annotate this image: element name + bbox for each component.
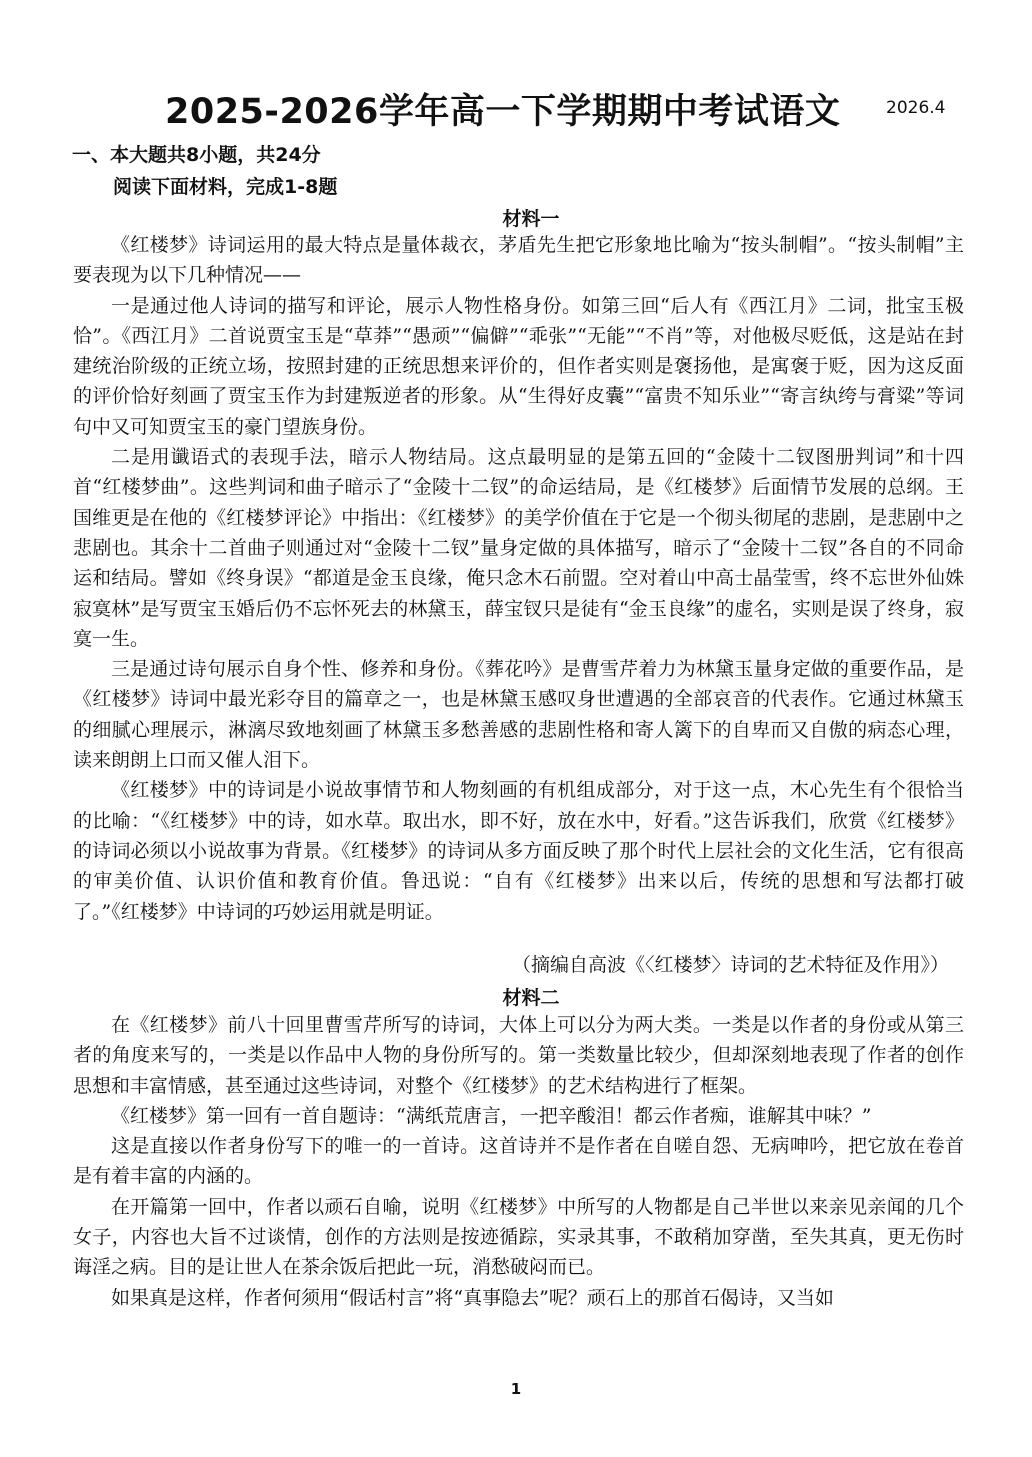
paragraph: 在开篇第一回中，作者以顽石自喻，说明《红楼梦》中所写的人物都是自己半世以来亲见亲闻的几个女子，内容也大旨不过谈情，创作的方法则是按迹循踪，实录其事，不敢稍加穿凿，至失其真，更无伤时诲淫之病。目的是让世人在茶余饭后把此一玩，消愁破闷而已。 [73, 1195, 964, 1279]
material-1-source: （摘编自高波《〈红楼梦〉诗词的艺术特征及作用》） [511, 954, 949, 976]
material-1-body [73, 230, 964, 927]
paragraph: 在《红楼梦》前八十回里曹雪芹所写的诗词，大体上可以分为两大类。一类是以作者的身份或从第三者的角度来写的，一类是以作品中人物的身份所写的。第一类数量比较少，但却深刻地表现了作者的创作思想和丰富情感，甚至通过这些诗词，对整个《红楼梦》的艺术结构进行了框架。 [73, 1014, 964, 1097]
paragraph: 这是直接以作者身份写下的唯一的一首诗。这首诗并不是作者在自嗟自怨、无病呻吟，把它放在卷首是有着丰富的内涵的。 [73, 1135, 964, 1188]
paragraph: 《红楼梦》第一回有一首自题诗：“满纸荒唐言，一把辛酸泪！都云作者痴，谁解其中味？” [111, 1104, 872, 1127]
header [0, 84, 1032, 134]
exam-date: 2026.4 [886, 98, 946, 118]
page-number: 1 [510, 1380, 522, 1398]
material-2-body [73, 1010, 964, 1313]
material-2-heading: 材料二 [502, 987, 560, 1009]
section-heading: 一、本大题共8小题，共24分 [72, 144, 321, 166]
material-1-heading: 材料一 [502, 208, 560, 230]
paragraph: 《红楼梦》诗词运用的最大特点是量体裁衣，茅盾先生把它形象地比喻为“按头制帽”。“按头制帽”主要表现为以下几种情况—— [73, 234, 964, 287]
paragraph: 三是通过诗句展示自身个性、修养和身份。《葬花吟》是曹雪芹着力为林黛玉量身定做的重要作品，是《红楼梦》诗词中最光彩夺目的篇章之一，也是林黛玉感叹身世遭遇的全部哀音的代表作。它通过林黛玉的细腻心理展示，淋漓尽致地刻画了林黛玉多愁善感的悲剧性格和寄人篱下的自卑而又自傲的病态心理，读来朗朗上口而又催人泪下。 [73, 658, 964, 772]
paragraph: 一是通过他人诗词的描写和评论，展示人物性格身份。如第三回“后人有《西江月》二词，批宝玉极恰”。《西江月》二首说贾宝玉是“草莽”“愚顽”“偏僻”“乖张”“无能”“不肖”等，对他极尽贬低，这是站在封建统治阶级的正统立场，按照封建的正统思想来评价的，但作者实则是褒扬他，是寓褒于贬，因为这反面的评价恰好刻画了贾宝玉作为封建叛逆者的形象。从“生得好皮囊”“富贵不知乐业”“寄言纨绔与膏粱”等词句中又可知贾宝玉的豪门望族身份。 [73, 294, 964, 438]
exam-title: 2025-2026学年高一下学期期中考试语文 [165, 92, 841, 132]
paragraph: 如果真是这样，作者何须用“假话村言”将“真事隐去”呢？顽石上的那首石偈诗，又当如 [111, 1286, 834, 1309]
paragraph: 《红楼梦》中的诗词是小说故事情节和人物刻画的有机组成部分，对于这一点，木心先生有个很恰当的比喻：“《红楼梦》中的诗，如水草。取出水，即不好，放在水中，好看。”这告诉我们，欣赏《红楼梦》的诗词必须以小说故事为背景。《红楼梦》的诗词从多方面反映了那个时代上层社会的文化生活，它有很高的审美价值、认识价值和教育价值。鲁迅说：“自有《红楼梦》出来以后，传统的思想和写法都打破了。”《红楼梦》中诗词的巧妙运用就是明证。 [73, 779, 964, 923]
section-instruction: 阅读下面材料，完成1-8题 [113, 176, 338, 198]
paragraph: 二是用谶语式的表现手法，暗示人物结局。这点最明显的是第五回的“金陵十二钗图册判词”和十四首“红楼梦曲”。这些判词和曲子暗示了“金陵十二钗”的命运结局，是《红楼梦》后面情节发展的总纲。王国维更是在他的《红楼梦评论》中指出：《红楼梦》的美学价值在于它是一个彻头彻尾的悲剧，是悲剧中之悲剧也。其余十二首曲子则通过对“金陵十二钗”量身定做的具体描写，暗示了“金陵十二钗”各自的不同命运和结局。譬如《终身误》“都道是金玉良缘，俺只念木石前盟。空对着山中高士晶莹雪，终不忘世外仙姝寂寞林”是写贾宝玉婚后仍不忘怀死去的林黛玉，薛宝钗只是徒有“金玉良缘”的虚名，实则是误了终身，寂寞一生。 [73, 446, 964, 650]
